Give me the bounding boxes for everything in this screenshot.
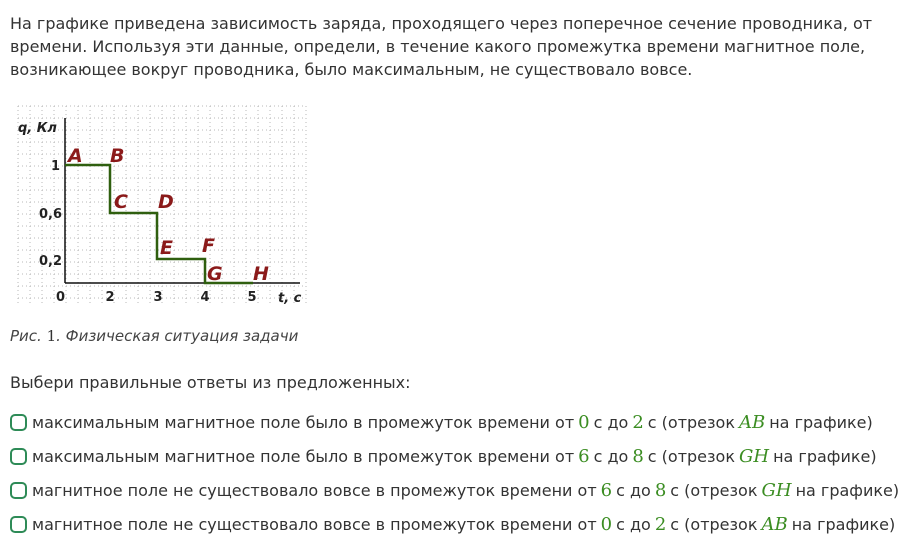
charge-time-graph (10, 100, 310, 310)
point-label-e: E (160, 237, 173, 259)
option-text: магнитное поле не существовало вовсе в промежуток времени от (32, 480, 597, 500)
option-text: с (отрезок (647, 412, 735, 432)
x-tick-label: 4 (200, 290, 210, 305)
option-segment: AB (738, 411, 766, 433)
option-text: с до (616, 480, 651, 500)
option-value-from: 0 (578, 411, 590, 433)
option-value-to: 8 (632, 445, 644, 467)
option-text: магнитное поле не существовало вовсе в промежуток времени от (32, 514, 597, 534)
checkbox[interactable] (10, 482, 27, 499)
option-value-to: 2 (632, 411, 644, 433)
checkbox[interactable] (10, 448, 27, 465)
answer-option[interactable] (10, 473, 899, 507)
option-text: на графике) (795, 480, 899, 500)
option-value-to: 8 (654, 479, 667, 501)
x-axis-label: t, с (278, 291, 302, 306)
caption-number: 1 (46, 327, 57, 345)
option-segment: GH (738, 445, 770, 467)
checkbox[interactable] (10, 414, 27, 431)
figure-caption (10, 327, 298, 345)
y-tick-label: 0,2 (38, 254, 62, 269)
option-value-from: 6 (600, 479, 613, 501)
option-text: на графике) (791, 514, 896, 534)
option-value-from: 6 (578, 445, 590, 467)
caption-prefix: Рис. (10, 327, 47, 345)
option-text: с до (593, 412, 629, 432)
y-axis-label: q, Кл (18, 121, 57, 136)
caption-text: . Физическая ситуация задачи (56, 327, 299, 345)
option-text: с (отрезок (670, 514, 758, 534)
x-tick-label: 5 (247, 290, 257, 305)
point-label-b: B (110, 145, 125, 167)
answer-options (10, 405, 899, 541)
point-label-c: C (114, 191, 128, 213)
answer-option[interactable] (10, 439, 899, 473)
point-label-g: G (207, 263, 223, 285)
y-tick-label: 1 (50, 159, 60, 174)
option-text: максимальным магнитное поле было в промежуток времени от (32, 412, 575, 432)
question-text: На графике приведена зависимость заряда, проходящего через поперечное сечение проводника, от времени. Используя эти данные, определи, в течение какого промежутка времени магнитное поле, возникающее вокруг проводника, было максимальным, не существовало вовсе. (10, 14, 873, 79)
x-tick-label: 2 (105, 290, 115, 305)
option-text: с (отрезок (670, 480, 758, 500)
point-label-h: H (253, 263, 269, 285)
option-value-from: 0 (600, 513, 613, 535)
y-tick-label: 0,6 (38, 207, 62, 222)
x-tick-label: 3 (153, 290, 163, 305)
option-segment: GH (761, 479, 792, 501)
point-label-a: A (68, 145, 83, 167)
checkbox[interactable] (10, 516, 27, 533)
option-text: на графике) (769, 412, 873, 432)
option-text: максимальным магнитное поле было в промежуток времени от (32, 446, 575, 466)
option-text: с до (593, 446, 629, 466)
answer-option[interactable] (10, 507, 899, 541)
option-segment: AB (761, 513, 788, 535)
option-text: с (отрезок (647, 446, 735, 466)
point-label-d: D (158, 191, 174, 213)
option-text: на графике) (773, 446, 877, 466)
charge-step-line (65, 165, 253, 283)
option-text: с до (616, 514, 651, 534)
answer-prompt: Выбери правильные ответы из предложенных: (10, 373, 411, 392)
origin-label: 0 (56, 290, 66, 305)
point-label-f: F (202, 235, 215, 257)
option-value-to: 2 (654, 513, 667, 535)
answer-option[interactable] (10, 405, 899, 439)
